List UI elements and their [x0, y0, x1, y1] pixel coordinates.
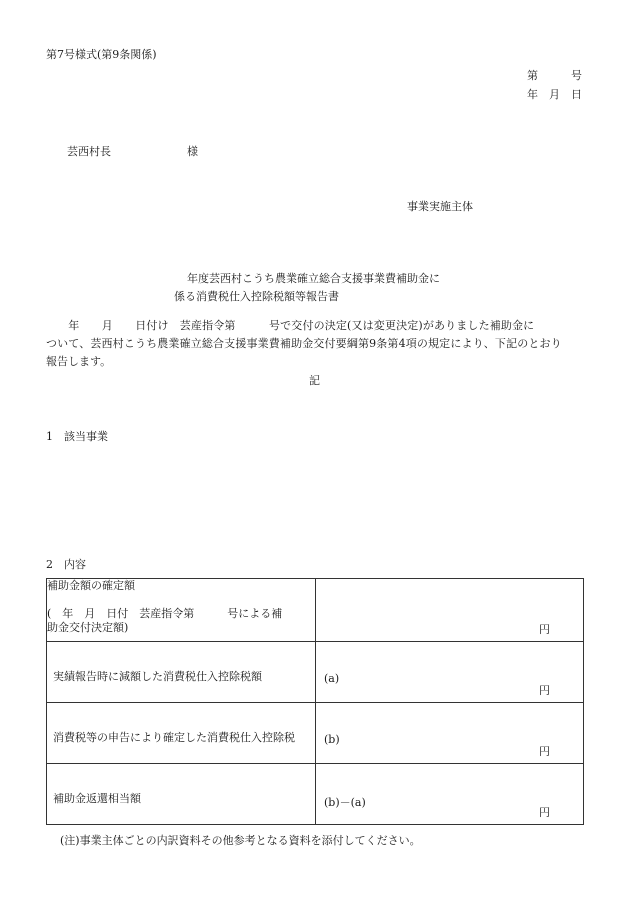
document-date: 年 月 日 — [527, 88, 582, 101]
report-title-line2: 係る消費税仕入控除税額等報告書 — [174, 290, 339, 303]
sender-label: 事業実施主体 — [407, 200, 473, 213]
table-row — [47, 642, 584, 703]
form-number: 第7号様式(第9条関係) — [46, 48, 157, 61]
row2-unit: 円 — [539, 684, 550, 697]
row1-label-b: ( 年 月 日付 芸産指令第 号による補 — [47, 607, 283, 620]
row3-value: (b) — [324, 733, 340, 746]
body-text-line2: ついて、芸西村こうち農業確立総合支援事業費補助金交付要綱第9条第4項の規定により、下記のとおり — [46, 337, 562, 350]
row3-label: 消費税等の申告により確定した消費税仕入控除税 — [53, 731, 295, 744]
table-label-cell — [47, 579, 316, 642]
row4-value: (b)－(a) — [324, 796, 366, 809]
table-value-cell — [316, 579, 584, 642]
row4-label: 補助金返還相当額 — [53, 792, 141, 805]
footnote: (注)事業主体ごとの内訳資料その他参考となる資料を添付してください。 — [60, 834, 421, 847]
row1-label-c: 助金交付決定額) — [47, 621, 129, 634]
table-row — [47, 579, 584, 642]
row1-label-a: 補助金額の確定額 — [47, 579, 135, 592]
row3-unit: 円 — [539, 745, 550, 758]
table-value-cell — [316, 764, 584, 825]
body-text-line3: 報告します。 — [46, 355, 112, 368]
addressee-name: 芸西村長 — [67, 145, 111, 158]
row4-unit: 円 — [539, 806, 550, 819]
row2-label: 実績報告時に減額した消費税仕入控除税額 — [53, 670, 262, 683]
section-2-heading: 2 内容 — [46, 558, 86, 571]
section-1-heading: 1 該当事業 — [46, 430, 108, 443]
row1-unit: 円 — [539, 623, 550, 636]
document-number: 第 号 — [527, 69, 582, 82]
row2-value: (a) — [324, 672, 340, 685]
table-row — [47, 764, 584, 825]
table-value-cell — [316, 703, 584, 764]
report-table — [46, 578, 584, 825]
table-label-cell — [47, 703, 316, 764]
body-text-line1: 年 月 日付け 芸産指令第 号で交付の決定(又は変更決定)がありました補助金に — [46, 319, 535, 332]
table-row — [47, 703, 584, 764]
report-title-line1: 年度芸西村こうち農業確立総合支援事業費補助金に — [187, 272, 440, 285]
table-value-cell — [316, 642, 584, 703]
addressee-honorific: 様 — [187, 145, 198, 158]
ki-mark: 記 — [309, 374, 320, 387]
table-label-cell — [47, 642, 316, 703]
table-label-cell — [47, 764, 316, 825]
